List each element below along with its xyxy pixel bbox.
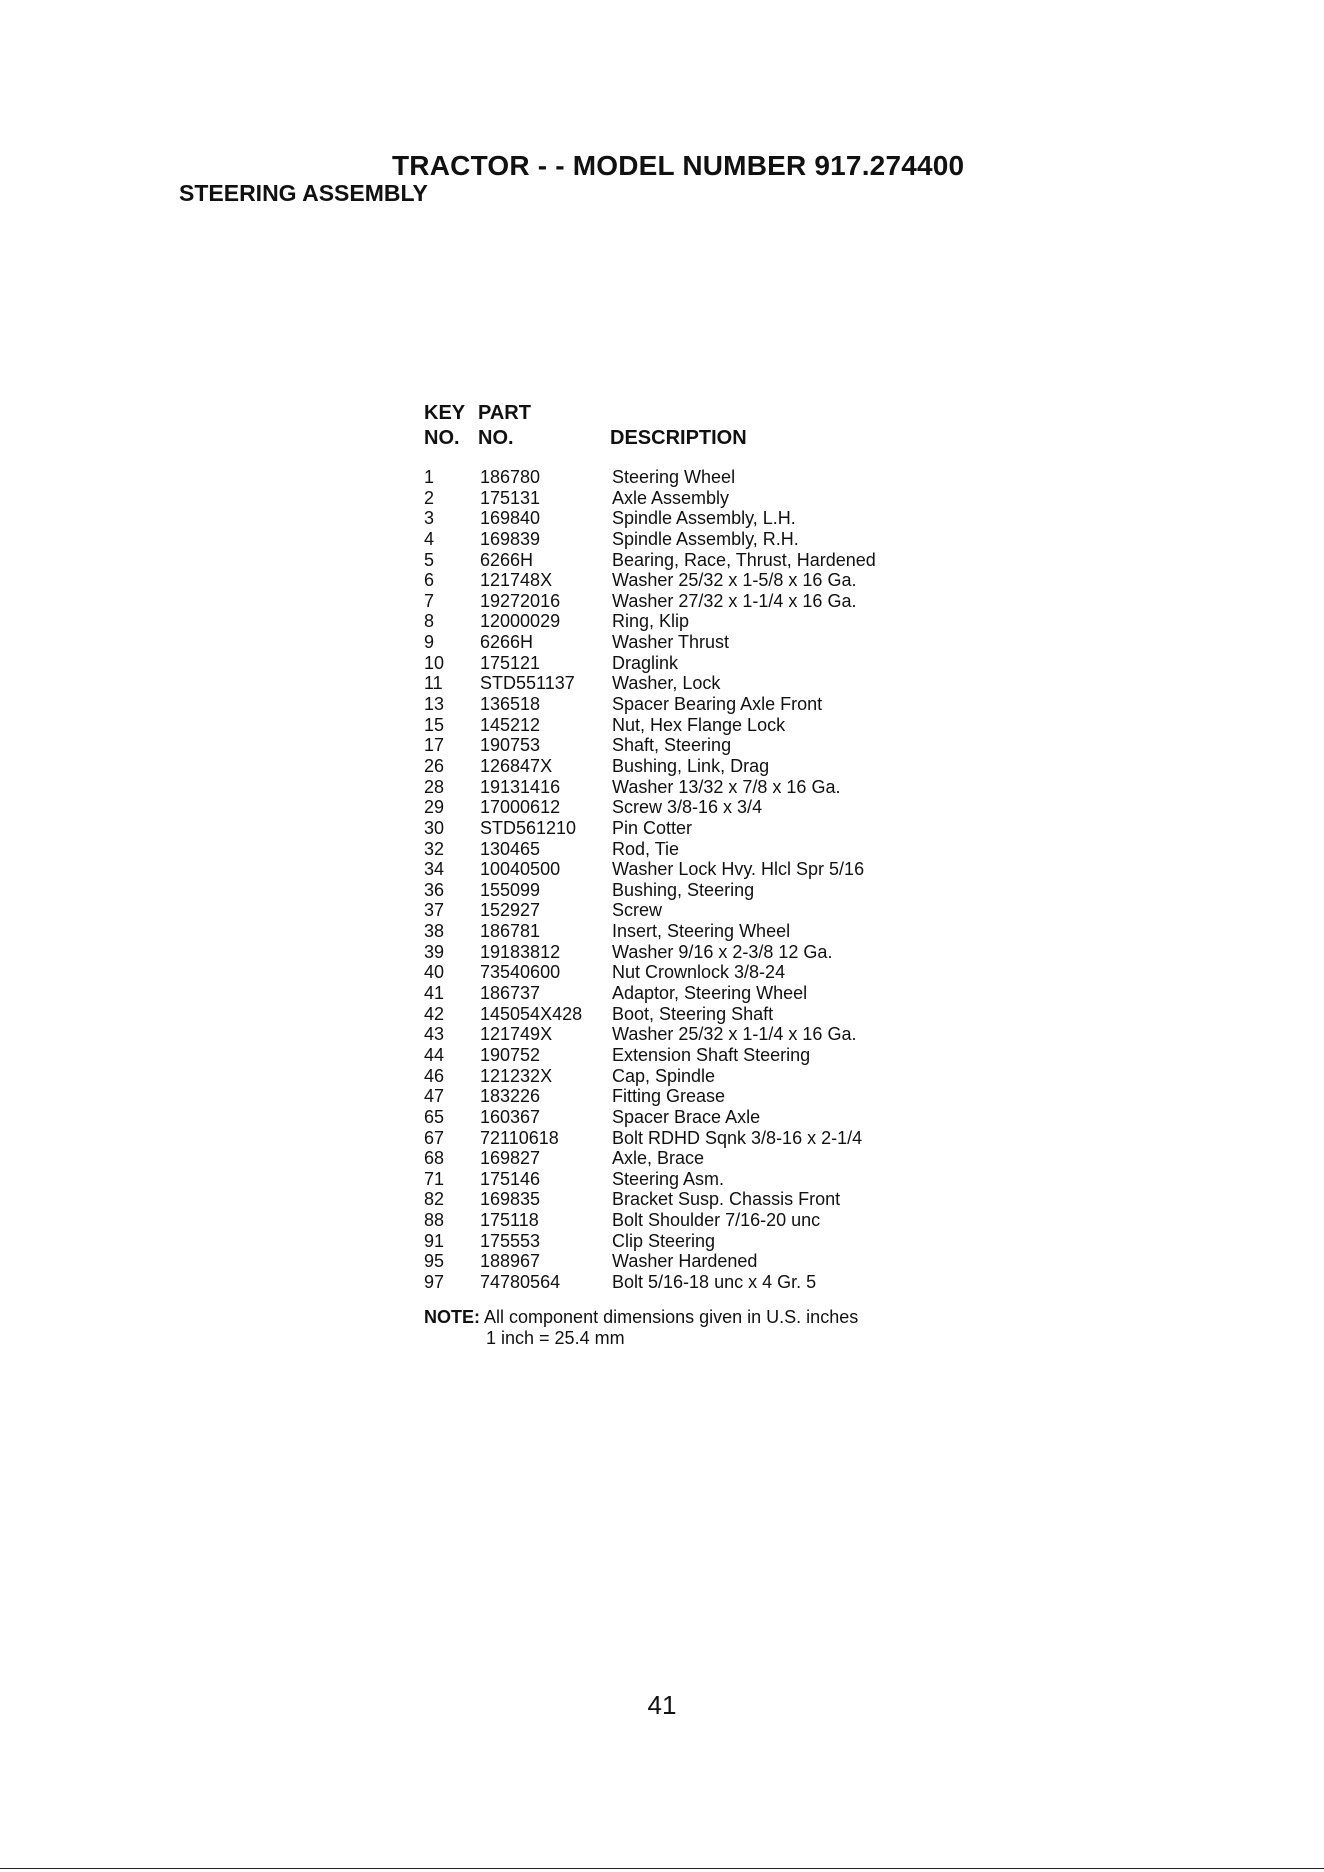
part-no-cell: 155099 (480, 879, 541, 900)
description-cell: Axle Assembly (612, 487, 730, 508)
key-no-cell: 39 (424, 941, 445, 962)
description-cell: Spindle Assembly, R.H. (612, 528, 799, 549)
description-cell: Clip Steering (612, 1230, 716, 1251)
key-no-cell: 29 (424, 797, 445, 818)
part-no-cell: STD551137 (480, 673, 575, 694)
description-cell: Nut, Hex Flange Lock (612, 714, 786, 735)
key-no-cell: 37 (424, 900, 445, 921)
description-cell: Steering Asm. (612, 1168, 725, 1189)
part-no-cell: 130465 (480, 838, 541, 859)
part-no-cell: 152927 (480, 900, 541, 921)
key-no-header-line1: KEY (424, 402, 466, 424)
key-no-cell: 28 (424, 776, 445, 797)
description-cell: Screw (612, 900, 663, 921)
part-no-cell: 186780 (480, 467, 541, 487)
part-no-cell: 175121 (480, 652, 541, 673)
description-cell: Steering Wheel (612, 467, 736, 487)
key-no-cell: 95 (424, 1251, 445, 1272)
part-no-cell: 175146 (480, 1168, 541, 1189)
description-cell: Bolt Shoulder 7/16-20 unc (612, 1210, 821, 1231)
description-cell: Bolt 5/16-18 unc x 4 Gr. 5 (612, 1271, 817, 1292)
key-no-cell: 41 (424, 983, 445, 1004)
description-cell: Washer, Lock (612, 673, 721, 694)
key-no-cell: 43 (424, 1024, 445, 1045)
description-cell: Pin Cotter (612, 817, 693, 838)
note-conversion: 1 inch = 25.4 mm (486, 1327, 625, 1348)
key-no-cell: 3 (424, 508, 435, 529)
key-no-cell: 4 (424, 528, 435, 549)
key-no-cell: 8 (424, 611, 435, 632)
section-title: STEERING ASSEMBLY (179, 180, 428, 206)
key-no-cell: 26 (424, 755, 445, 776)
part-no-cell: 19183812 (480, 941, 561, 962)
part-no-cell: 169827 (480, 1148, 541, 1169)
part-no-cell: 19131416 (480, 776, 561, 797)
description-cell: Bushing, Link, Drag (612, 755, 770, 776)
key-no-cell: 67 (424, 1127, 445, 1148)
part-no-header-line2: NO. (478, 427, 514, 449)
page-number: 41 (647, 1690, 677, 1720)
description-cell: Axle, Brace (612, 1148, 705, 1169)
description-cell: Ring, Klip (612, 611, 690, 632)
key-no-cell: 34 (424, 859, 445, 880)
part-no-header-line1: PART (478, 402, 531, 424)
key-no-cell: 1 (424, 467, 435, 487)
page-title: TRACTOR - - MODEL NUMBER 917.274400 (392, 150, 965, 181)
part-no-cell: 74780564 (480, 1271, 561, 1292)
part-no-cell: 12000029 (480, 611, 561, 632)
key-no-cell: 15 (424, 714, 445, 735)
part-no-cell: 73540600 (480, 962, 561, 983)
key-no-cell: 9 (424, 632, 435, 653)
description-cell: Adaptor, Steering Wheel (612, 983, 808, 1004)
part-no-cell: 169839 (480, 528, 541, 549)
key-no-cell: 68 (424, 1148, 445, 1169)
description-cell: Boot, Steering Shaft (612, 1003, 774, 1024)
description-cell: Rod, Tie (612, 838, 680, 859)
part-no-cell: 136518 (480, 694, 541, 715)
description-cell: Washer 27/32 x 1-1/4 x 16 Ga. (612, 590, 857, 611)
key-no-cell: 65 (424, 1106, 445, 1127)
part-no-cell: 19272016 (480, 590, 561, 611)
key-no-cell: 6 (424, 570, 435, 591)
part-no-cell: 145212 (480, 714, 541, 735)
key-no-cell: 10 (424, 652, 445, 673)
description-cell: Washer Lock Hvy. Hlcl Spr 5/16 (612, 859, 865, 880)
part-no-cell: 121749X (480, 1024, 553, 1045)
part-no-cell: STD561210 (480, 817, 577, 838)
description-cell: Bushing, Steering (612, 879, 755, 900)
part-no-cell: 160367 (480, 1106, 541, 1127)
key-no-cell: 88 (424, 1210, 445, 1231)
part-no-cell: 10040500 (480, 859, 561, 880)
part-no-cell: 121748X (480, 570, 553, 591)
key-no-cell: 97 (424, 1271, 445, 1292)
part-no-cell: 169840 (480, 508, 541, 529)
part-no-cell: 188967 (480, 1251, 541, 1272)
part-no-cell: 183226 (480, 1086, 541, 1107)
part-no-cell: 190753 (480, 735, 541, 756)
part-no-cell: 190752 (480, 1044, 541, 1065)
key-no-cell: 32 (424, 838, 445, 859)
description-cell: Washer Thrust (612, 632, 730, 653)
key-no-header-line2: NO. (424, 427, 460, 449)
description-cell: Insert, Steering Wheel (612, 921, 791, 942)
description-cell: Extension Shaft Steering (612, 1044, 811, 1065)
description-cell: Nut Crownlock 3/8-24 (612, 962, 786, 983)
key-no-cell: 13 (424, 694, 445, 715)
note-label: NOTE: (424, 1307, 480, 1327)
part-no-cell: 175131 (480, 487, 541, 508)
part-no-cell: 121232X (480, 1065, 553, 1086)
description-cell: Draglink (612, 652, 679, 673)
description-header: DESCRIPTION (610, 427, 747, 449)
description-cell: Bolt RDHD Sqnk 3/8-16 x 2-1/4 (612, 1127, 863, 1148)
key-no-cell: 91 (424, 1230, 445, 1251)
part-no-cell: 175118 (480, 1210, 539, 1231)
key-no-cell: 17 (424, 735, 445, 756)
part-no-cell: 6266H (480, 632, 534, 653)
bottom-rule (0, 1868, 1324, 1869)
part-no-cell: 175553 (480, 1230, 541, 1251)
key-no-cell: 38 (424, 921, 445, 942)
key-no-cell: 40 (424, 962, 445, 983)
description-cell: Washer Hardened (612, 1251, 758, 1272)
key-no-cell: 82 (424, 1189, 445, 1210)
key-no-cell: 47 (424, 1086, 445, 1107)
part-no-cell: 186737 (480, 983, 541, 1004)
key-no-cell: 46 (424, 1065, 445, 1086)
key-no-cell: 71 (424, 1168, 445, 1189)
description-cell: Screw 3/8-16 x 3/4 (612, 797, 763, 818)
part-no-cell: 126847X (480, 755, 553, 776)
description-cell: Spacer Bearing Axle Front (612, 694, 823, 715)
key-no-cell: 42 (424, 1003, 445, 1024)
key-no-cell: 44 (424, 1044, 445, 1065)
description-cell: Washer 13/32 x 7/8 x 16 Ga. (612, 776, 841, 797)
description-cell: Washer 25/32 x 1-1/4 x 16 Ga. (612, 1024, 857, 1045)
description-cell: Cap, Spindle (612, 1065, 716, 1086)
description-cell: Shaft, Steering (612, 735, 732, 756)
part-no-cell: 6266H (480, 549, 534, 570)
part-no-cell: 145054X428 (480, 1003, 583, 1024)
key-no-cell: 11 (424, 673, 443, 694)
description-cell: Bearing, Race, Thrust, Hardened (612, 549, 876, 570)
description-cell: Washer 9/16 x 2-3/8 12 Ga. (612, 941, 833, 962)
key-no-cell: 5 (424, 549, 435, 570)
part-no-cell: 17000612 (480, 797, 561, 818)
part-no-cell: 72110618 (480, 1127, 559, 1148)
key-no-cell: 2 (424, 487, 435, 508)
description-cell: Spindle Assembly, L.H. (612, 508, 796, 529)
part-no-cell: 186781 (480, 921, 541, 942)
description-cell: Spacer Brace Axle (612, 1106, 761, 1127)
key-no-cell: 36 (424, 879, 445, 900)
description-cell: Fitting Grease (612, 1086, 726, 1107)
part-no-cell: 169835 (480, 1189, 541, 1210)
key-no-cell: 7 (424, 590, 435, 611)
key-no-cell: 30 (424, 817, 445, 838)
dimension-note (424, 1307, 858, 1348)
description-cell: Washer 25/32 x 1-5/8 x 16 Ga. (612, 570, 857, 591)
description-cell: Bracket Susp. Chassis Front (612, 1189, 841, 1210)
note-text: All component dimensions given in U.S. inches (484, 1307, 859, 1327)
